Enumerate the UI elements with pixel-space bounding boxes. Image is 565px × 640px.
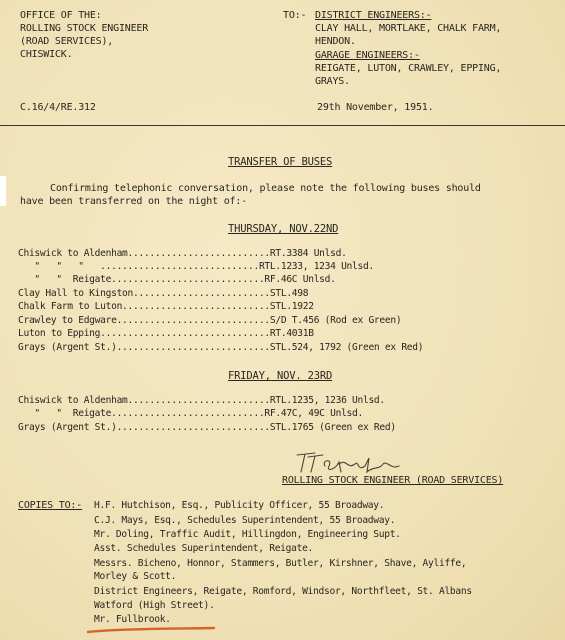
copies-line: Morley & Scott. xyxy=(94,571,177,582)
document-title: TRANSFER OF BUSES xyxy=(228,156,333,168)
transfer-row: Grays (Argent St.)............................STL.1765 (Green ex Red) xyxy=(18,422,396,433)
header-divider xyxy=(0,125,565,126)
margin-mark xyxy=(0,176,6,206)
handwritten-signature xyxy=(295,448,405,478)
transfer-row: Chiswick to Aldenham..........................RT.3384 Unlsd. xyxy=(18,248,347,259)
copies-line: Mr. Fullbrook. xyxy=(94,614,171,625)
from-line-3: (ROAD SERVICES), xyxy=(20,36,114,47)
from-line-2: ROLLING STOCK ENGINEER xyxy=(20,23,149,34)
transfer-row: Grays (Argent St.)............................STL.524, 1792 (Green ex Red) xyxy=(18,342,424,353)
district-engineers-heading: DISTRICT ENGINEERS:- xyxy=(315,10,432,21)
transfer-row: " " " .............................RTL.1233, 1234 Unlsd. xyxy=(18,261,374,272)
copies-line: Watford (High Street). xyxy=(94,600,215,611)
garage-line-1: REIGATE, LUTON, CRAWLEY, EPPING, xyxy=(315,63,502,74)
transfer-row: Chiswick to Aldenham..........................RTL.1235, 1236 Unlsd. xyxy=(18,395,385,406)
copies-line: C.J. Mays, Esq., Schedules Superintendent, 55 Broadway. xyxy=(94,515,396,526)
transfer-row: Luton to Epping...............................RT.4031B xyxy=(18,328,314,339)
transfer-row: " " Reigate............................RF.47C, 49C Unlsd. xyxy=(18,408,363,419)
garage-engineers-heading: GARAGE ENGINEERS:- xyxy=(315,50,420,61)
garage-line-2: GRAYS. xyxy=(315,76,350,87)
transfer-row: Crawley to Edgware............................S/D T.456 (Rod ex Green) xyxy=(18,315,402,326)
copies-line: Mr. Doling, Traffic Audit, Hillingdon, Engineering Supt. xyxy=(94,529,401,540)
transfer-row: " " Reigate............................RF.46C Unlsd. xyxy=(18,274,336,285)
reference-number: C.16/4/RE.312 xyxy=(20,102,96,113)
transfer-row: Clay Hall to Kingston.........................STL.498 xyxy=(18,288,309,299)
section-heading-friday: FRIDAY, NOV. 23RD xyxy=(228,370,333,382)
intro-line-1: Confirming telephonic conversation, please note the following buses should xyxy=(50,183,481,194)
to-label: TO:- xyxy=(283,10,307,21)
letter-date: 29th November, 1951. xyxy=(317,102,434,113)
copies-line: H.F. Hutchison, Esq., Publicity Officer, 55 Broadway. xyxy=(94,500,385,511)
from-line-1: OFFICE OF THE: xyxy=(20,10,102,21)
transfer-row: Chalk Farm to Luton...........................STL.1922 xyxy=(18,301,314,312)
copies-line: Messrs. Bicheno, Honnor, Stammers, Butler, Kirshner, Shave, Ayliffe, xyxy=(94,558,467,569)
copies-line: Asst. Schedules Superintendent, Reigate. xyxy=(94,543,314,554)
from-line-4: CHISWICK. xyxy=(20,49,73,60)
section-heading-thursday: THURSDAY, NOV.22ND xyxy=(228,223,339,235)
district-line-1: CLAY HALL, MORTLAKE, CHALK FARM, xyxy=(315,23,502,34)
intro-line-2: have been transferred on the night of:- xyxy=(20,196,247,207)
district-line-2: HENDON. xyxy=(315,36,356,47)
red-crayon-mark xyxy=(86,626,216,636)
copies-to-label: COPIES TO:- xyxy=(18,500,83,511)
signature-title: ROLLING STOCK ENGINEER (ROAD SERVICES) xyxy=(282,475,504,486)
copies-line: District Engineers, Reigate, Romford, Windsor, Northfleet, St. Albans xyxy=(94,586,472,597)
